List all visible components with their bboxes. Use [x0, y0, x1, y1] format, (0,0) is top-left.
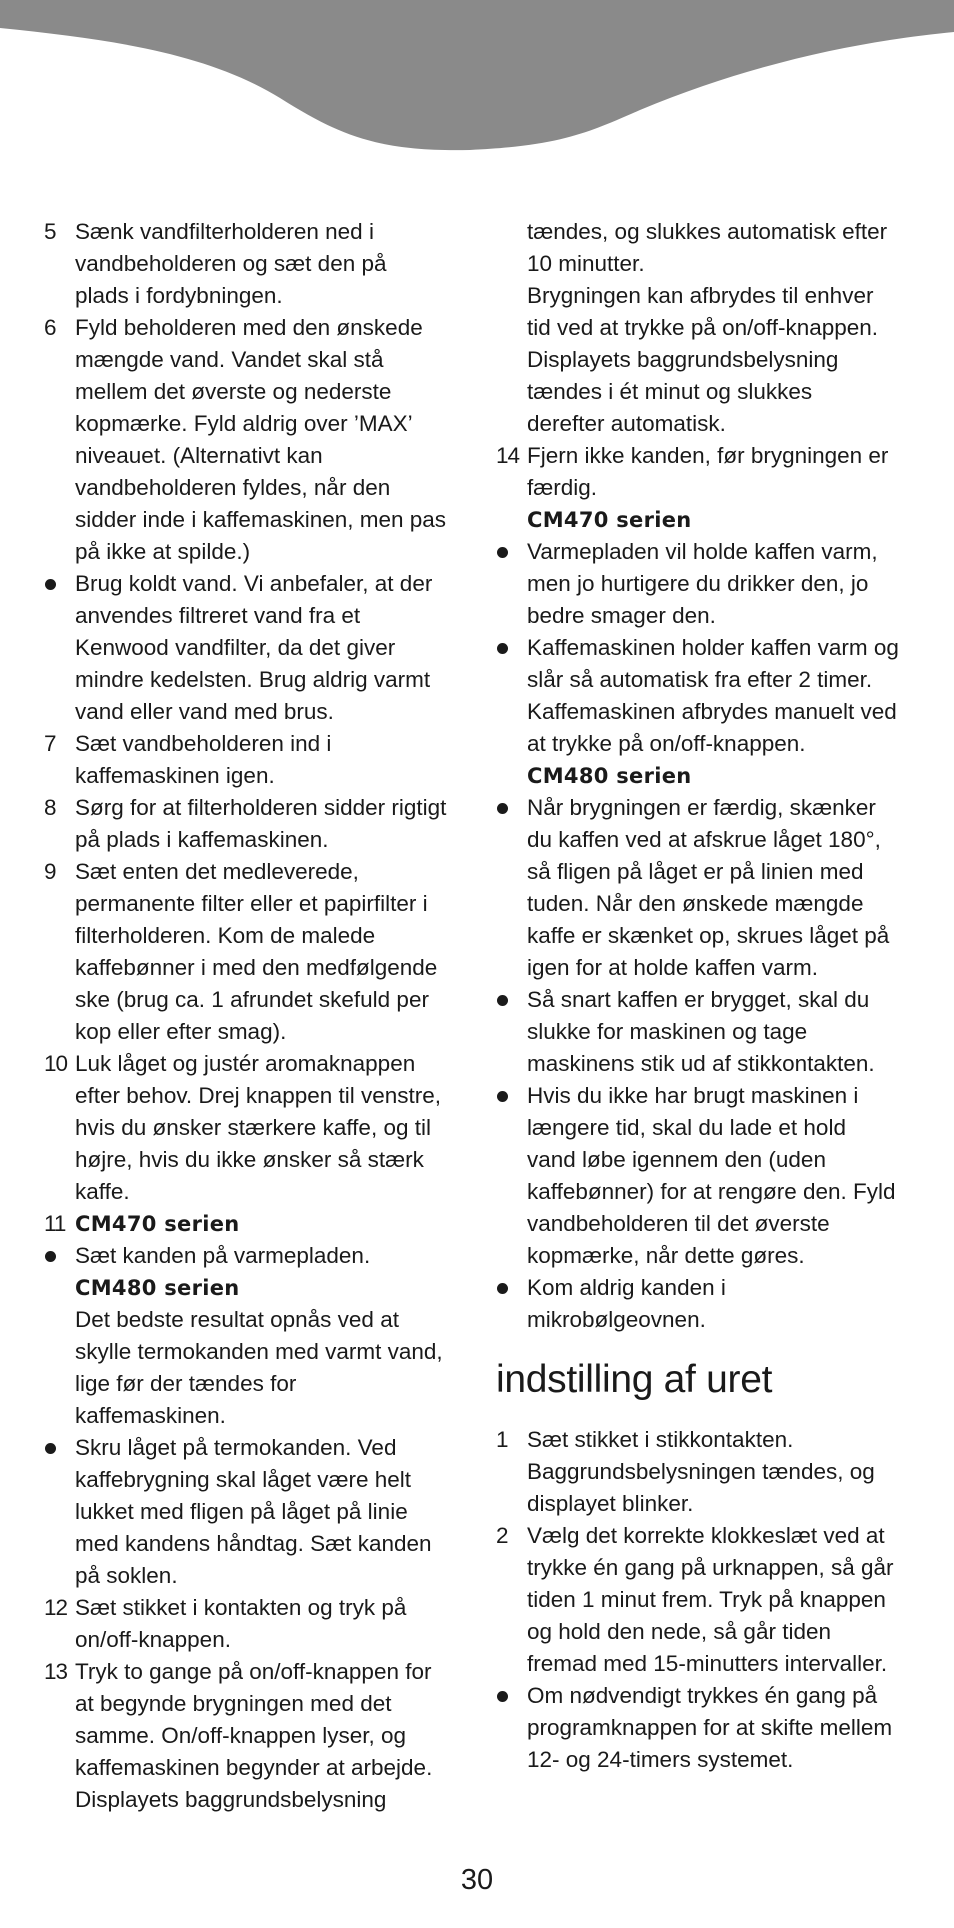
- bullet-icon: [496, 984, 524, 1016]
- text-line: kaffebønner) for at rengøre den. Fyld: [527, 1179, 896, 1204]
- item-number: 9: [44, 859, 57, 884]
- text-line: Sæt enten det medleverede,: [75, 859, 359, 884]
- numbered-item: [44, 728, 474, 792]
- bullet-icon: [496, 536, 524, 568]
- text-line: mellem det øverste og nederste: [75, 379, 392, 404]
- text-line: displayet blinker.: [527, 1491, 694, 1516]
- text-line: længere tid, skal du lade et hold: [527, 1115, 846, 1140]
- text-line: Kenwood vandfilter, da det giver: [75, 635, 396, 660]
- text-line: maskinens stik ud af stikkontakten.: [527, 1051, 875, 1076]
- text-line: Vælg det korrekte klokkeslæt ved at: [527, 1523, 885, 1548]
- numbered-item: [44, 1592, 474, 1656]
- numbered-item: [496, 1520, 916, 1680]
- bullet-item: [496, 984, 916, 1080]
- text-line: kaffe er skænket op, skrues låget på: [527, 923, 890, 948]
- item-number: 2: [496, 1523, 509, 1548]
- text-line: bedre smager den.: [527, 603, 716, 628]
- text-line: kopmærke, når dette gøres.: [527, 1243, 805, 1268]
- text-line: Kaffemaskinen holder kaffen varm og: [527, 635, 899, 660]
- text-line: permanente filter eller et papirfilter i: [75, 891, 428, 916]
- item-number: 1: [496, 1427, 509, 1452]
- bullet-icon: [44, 1432, 72, 1464]
- text-line: vand løbe igennem den (uden: [527, 1147, 826, 1172]
- text-line: ske (brug ca. 1 afrundet skefuld per: [75, 987, 429, 1012]
- text-line: og hold den nede, så går tiden: [527, 1619, 831, 1644]
- item-number: 7: [44, 731, 57, 756]
- text-line: vandbeholderen fyldes, når den: [75, 475, 391, 500]
- right-column: [496, 216, 916, 1776]
- text-line: Displayets baggrundsbelysning: [527, 347, 839, 372]
- text-line: vand eller vand med brus.: [75, 699, 334, 724]
- numbered-item: [496, 440, 916, 536]
- text-line: kaffemaskinen begynder at arbejde.: [75, 1755, 433, 1780]
- text-line: kaffebrygning skal låget være helt: [75, 1467, 412, 1492]
- text-line: Hvis du ikke har brugt maskinen i: [527, 1083, 859, 1108]
- text-line: Kaffemaskinen afbrydes manuelt ved: [527, 699, 897, 724]
- text-line: 10 minutter.: [527, 251, 645, 276]
- item-number: 14: [496, 443, 520, 468]
- text-line: tændes, og slukkes automatisk efter: [527, 219, 888, 244]
- numbered-item: [44, 792, 474, 856]
- text-line: færdig.: [527, 475, 598, 500]
- numbered-item: [496, 1424, 916, 1520]
- text-line: du kaffen ved at afskrue låget 180°,: [527, 827, 881, 852]
- right-column-items: [496, 216, 916, 1336]
- text-line: Displayets baggrundsbelysning: [75, 1787, 387, 1812]
- series-heading: CM470 serien: [75, 1212, 240, 1236]
- text-line: højre, hvis du ikke ønsker så stærk: [75, 1147, 424, 1172]
- text-line: kaffebønner i med den medfølgende: [75, 955, 438, 980]
- text-line: Så snart kaffen er brygget, skal du: [527, 987, 870, 1012]
- text-line: efter behov. Drej knappen til venstre,: [75, 1083, 442, 1108]
- series-heading: CM480 serien: [75, 1276, 240, 1300]
- text-line: programknappen for at skifte mellem: [527, 1715, 893, 1740]
- text-line: på soklen.: [75, 1563, 178, 1588]
- text-line: plads i fordybningen.: [75, 283, 283, 308]
- text-line: Sæt kanden på varmepladen.: [75, 1243, 371, 1268]
- text-line: hvis du ønsker stærkere kaffe, og til: [75, 1115, 431, 1140]
- text-line: Brug koldt vand. Vi anbefaler, at der: [75, 571, 433, 596]
- text-line: tid ved at trykke på on/off-knappen.: [527, 315, 879, 340]
- clock-setting-items: [496, 1424, 916, 1776]
- text-line: Det bedste resultat opnås ved at: [75, 1307, 399, 1332]
- left-column: [44, 216, 474, 1816]
- bullet-item: [496, 536, 916, 632]
- text-line: igen for at holde kaffen varm.: [527, 955, 819, 980]
- text-line: samme. On/off-knappen lyser, og: [75, 1723, 407, 1748]
- bullet-item: [496, 792, 916, 984]
- text-line: lukket med fligen på låget på linie: [75, 1499, 408, 1524]
- text-line: at begynde brygningen med det: [75, 1691, 392, 1716]
- bullet-icon: [496, 632, 524, 664]
- numbered-item: [44, 856, 474, 1048]
- text-line: fremad med 15-minutters intervaller.: [527, 1651, 888, 1676]
- text-line: Fjern ikke kanden, før brygningen er: [527, 443, 889, 468]
- text-line: slår så automatisk fra efter 2 timer.: [527, 667, 873, 692]
- text-line: så fligen på låget er på linien med: [527, 859, 864, 884]
- text-line: Skru låget på termokanden. Ved: [75, 1435, 397, 1460]
- numbered-item: [44, 312, 474, 568]
- text-line: på plads i kaffemaskinen.: [75, 827, 329, 852]
- text-line: Sæt stikket i kontakten og tryk på: [75, 1595, 407, 1620]
- text-line: trykke én gang på urknappen, så går: [527, 1555, 894, 1580]
- text-line: kop eller efter smag).: [75, 1019, 287, 1044]
- text-line: Sæt stikket i stikkontakten.: [527, 1427, 794, 1452]
- series-heading: CM480 serien: [527, 764, 692, 788]
- bullet-item: [496, 1080, 916, 1272]
- bullet-icon: [496, 1680, 524, 1712]
- text-line: niveauet. (Alternativt kan: [75, 443, 323, 468]
- numbered-item: [44, 1048, 474, 1208]
- numbered-item: [44, 1656, 474, 1816]
- item-number: 12: [44, 1595, 68, 1620]
- text-line: kaffemaskinen igen.: [75, 763, 275, 788]
- bullet-icon: [44, 568, 72, 600]
- item-number: 10: [44, 1051, 68, 1076]
- section-heading: indstilling af uret: [496, 1358, 773, 1401]
- text-line: Sæt vandbeholderen ind i: [75, 731, 332, 756]
- text-line: Sørg for at filterholderen sidder rigtigt: [75, 795, 447, 820]
- bullet-item: [44, 568, 474, 728]
- bullet-item: [496, 1272, 916, 1336]
- text-line: tændes i ét minut og slukkes: [527, 379, 813, 404]
- bullet-icon: [44, 1240, 72, 1272]
- text-line: derefter automatisk.: [527, 411, 726, 436]
- item-number: 13: [44, 1659, 68, 1684]
- text-line: Om nødvendigt trykkes én gang på: [527, 1683, 878, 1708]
- text-line: at trykke på on/off-knappen.: [527, 731, 806, 756]
- text-line: Tryk to gange på on/off-knappen for: [75, 1659, 432, 1684]
- numbered-item: [44, 1208, 474, 1240]
- text-line: Varmepladen vil holde kaffen varm,: [527, 539, 878, 564]
- text-line: mindre kedelsten. Brug aldrig varmt: [75, 667, 431, 692]
- text-line: filterholderen. Kom de malede: [75, 923, 376, 948]
- text-line: 12- og 24-timers systemet.: [527, 1747, 794, 1772]
- text-line: kopmærke. Fyld aldrig over ’MAX’: [75, 411, 413, 436]
- text-line: tiden 1 minut frem. Tryk på knappen: [527, 1587, 886, 1612]
- text-line: med kandens håndtag. Sæt kanden: [75, 1531, 432, 1556]
- bullet-icon: [496, 792, 524, 824]
- text-line: tuden. Når den ønskede mængde: [527, 891, 864, 916]
- bullet-item: [496, 632, 916, 792]
- item-number: 6: [44, 315, 57, 340]
- text-line: on/off-knappen.: [75, 1627, 231, 1652]
- bullet-item: [44, 1432, 474, 1592]
- text-line: vandbeholderen til det øverste: [527, 1211, 830, 1236]
- text-line: Når brygningen er færdig, skænker: [527, 795, 876, 820]
- bullet-icon: [496, 1080, 524, 1112]
- text-line: Luk låget og justér aromaknappen: [75, 1051, 416, 1076]
- text-line: slukke for maskinen og tage: [527, 1019, 808, 1044]
- numbered-item: [44, 216, 474, 312]
- text-line: lige før der tændes for: [75, 1371, 297, 1396]
- decorative-header-band: [0, 0, 954, 160]
- text-line: skylle termokanden med varmt vand,: [75, 1339, 443, 1364]
- text-line: mikrobølgeovnen.: [527, 1307, 706, 1332]
- text-line: kaffe.: [75, 1179, 130, 1204]
- text-line: Fyld beholderen med den ønskede: [75, 315, 423, 340]
- series-heading: CM470 serien: [527, 508, 692, 532]
- text-line: kaffemaskinen.: [75, 1403, 226, 1428]
- page-number: 30: [460, 1864, 494, 1896]
- text-line: Kom aldrig kanden i: [527, 1275, 726, 1300]
- text-line: sidder inde i kaffemaskinen, men pas: [75, 507, 447, 532]
- text-line: Brygningen kan afbrydes til enhver: [527, 283, 874, 308]
- item-number: 8: [44, 795, 57, 820]
- bullet-item: [496, 1680, 916, 1776]
- text-line: mængde vand. Vandet skal stå: [75, 347, 384, 372]
- text-line: vandbeholderen og sæt den på: [75, 251, 387, 276]
- text-line: Sænk vandfilterholderen ned i: [75, 219, 374, 244]
- text-line: anvendes filtreret vand fra et: [75, 603, 361, 628]
- item-number: 5: [44, 219, 57, 244]
- bullet-icon: [496, 1272, 524, 1304]
- continued-item: [496, 216, 916, 440]
- text-line: Baggrundsbelysningen tændes, og: [527, 1459, 875, 1484]
- item-number: 11: [44, 1211, 66, 1236]
- text-line: men jo hurtigere du drikker den, jo: [527, 571, 869, 596]
- bullet-item: [44, 1240, 474, 1432]
- text-line: på ikke at spilde.): [75, 539, 251, 564]
